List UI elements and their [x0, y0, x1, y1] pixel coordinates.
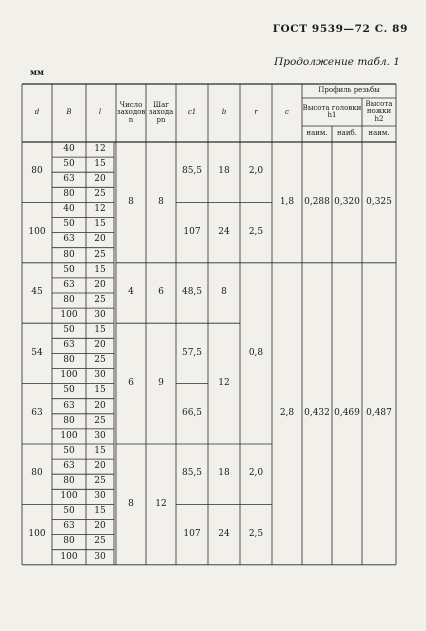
cell-l: 20: [94, 234, 106, 245]
cell-r: 2,0: [248, 166, 264, 177]
units-label: мм: [30, 67, 44, 77]
cell-d: 54: [31, 347, 43, 358]
cell-c1: 48,5: [181, 287, 203, 298]
cell-pn: 9: [158, 377, 164, 388]
cell-c1: 107: [183, 528, 201, 539]
cell-h1-max: 0,469: [334, 408, 360, 419]
header-thread-profile: Профиль резьбы: [318, 86, 380, 95]
cell-B: 50: [63, 445, 75, 456]
cell-c1: 85,5: [181, 468, 203, 479]
cell-h1-max: 0,320: [334, 196, 360, 207]
cell-l: 15: [94, 385, 106, 396]
cell-c: 2,8: [279, 408, 295, 419]
cell-n: 4: [128, 287, 134, 298]
header-B: B: [66, 108, 72, 117]
header-l: l: [98, 108, 102, 117]
cell-B: 63: [63, 340, 75, 351]
cell-B: 80: [63, 536, 75, 547]
cell-n: 6: [128, 377, 134, 388]
cell-B: 50: [63, 325, 75, 336]
cell-B: 63: [63, 279, 75, 290]
cell-b: 18: [218, 166, 230, 177]
cell-l: 25: [94, 249, 106, 260]
cell-d: 80: [31, 166, 43, 177]
cell-B: 100: [60, 491, 78, 502]
cell-B: 80: [63, 355, 75, 366]
cell-d: 45: [31, 287, 43, 298]
cell-d: 100: [28, 528, 46, 539]
cell-B: 40: [63, 204, 75, 215]
cell-B: 100: [60, 551, 78, 562]
cell-l: 25: [94, 415, 106, 426]
cell-l: 20: [94, 400, 106, 411]
cell-b: 8: [221, 287, 227, 298]
cell-l: 15: [94, 264, 106, 275]
cell-B: 50: [63, 158, 75, 169]
cell-l: 15: [94, 158, 106, 169]
cell-B: 100: [60, 309, 78, 320]
cell-B: 63: [63, 234, 75, 245]
cell-pn: 6: [158, 287, 164, 298]
cell-B: 40: [63, 143, 75, 154]
cell-l: 30: [94, 491, 106, 502]
header-d: d: [34, 108, 40, 117]
cell-B: 80: [63, 294, 75, 305]
cell-l: 15: [94, 219, 106, 230]
header-pn: Шаг захода pn: [148, 100, 174, 124]
cell-pn: 12: [155, 498, 167, 509]
cell-l: 20: [94, 521, 106, 532]
cell-l: 25: [94, 536, 106, 547]
header-h1-min: наим.: [306, 129, 328, 138]
page-header-title: ГОСТ 9539—72 С. 89: [272, 23, 408, 35]
cell-r: 2,0: [248, 468, 264, 479]
cell-l: 15: [94, 506, 106, 517]
cell-c1: 57,5: [181, 347, 203, 358]
cell-l: 25: [94, 294, 106, 305]
header-b: b: [221, 108, 227, 117]
header-h1: Высота головки h1: [302, 103, 362, 119]
cell-l: 30: [94, 551, 106, 562]
cell-B: 63: [63, 174, 75, 185]
cell-B: 63: [63, 400, 75, 411]
cell-B: 50: [63, 219, 75, 230]
cell-B: 63: [63, 521, 75, 532]
cell-h1-min: 0,288: [304, 196, 330, 207]
cell-h2-min: 0,487: [366, 408, 392, 419]
cell-l: 20: [94, 174, 106, 185]
cell-l: 12: [94, 204, 106, 215]
header-c1: c1: [187, 108, 197, 117]
cell-d: 80: [31, 468, 43, 479]
cell-n: 8: [128, 196, 134, 207]
cell-l: 30: [94, 309, 106, 320]
cell-c: 1,8: [279, 196, 295, 207]
cell-h1-min: 0,432: [304, 408, 330, 419]
header-h1-max: наиб.: [337, 129, 357, 138]
cell-B: 100: [60, 370, 78, 381]
cell-d: 63: [31, 408, 43, 419]
cell-r: 2,5: [248, 226, 264, 237]
cell-l: 30: [94, 430, 106, 441]
cell-B: 50: [63, 385, 75, 396]
header-r: r: [254, 108, 258, 117]
cell-l: 25: [94, 476, 106, 487]
cell-B: 50: [63, 264, 75, 275]
cell-c1: 85,5: [181, 166, 203, 177]
header-h2: Высота ножки h2: [365, 99, 393, 123]
cell-r: 0,8: [248, 347, 264, 358]
cell-B: 80: [63, 415, 75, 426]
cell-l: 12: [94, 143, 106, 154]
cell-pn: 8: [158, 196, 164, 207]
cell-b: 24: [218, 226, 230, 237]
cell-b: 24: [218, 528, 230, 539]
cell-l: 20: [94, 340, 106, 351]
cell-h2-min: 0,325: [366, 196, 392, 207]
cell-r: 2,5: [248, 528, 264, 539]
cell-l: 15: [94, 445, 106, 456]
header-h2-min: наим.: [368, 129, 390, 138]
cell-l: 15: [94, 325, 106, 336]
cell-n: 8: [128, 498, 134, 509]
cell-c1: 66,5: [181, 408, 203, 419]
cell-B: 80: [63, 476, 75, 487]
cell-B: 63: [63, 460, 75, 471]
cell-l: 25: [94, 189, 106, 200]
table-continuation-caption: Продолжение табл. 1: [274, 56, 400, 68]
cell-B: 80: [63, 189, 75, 200]
cell-b: 18: [218, 468, 230, 479]
header-c: c: [285, 108, 289, 117]
cell-B: 50: [63, 506, 75, 517]
cell-b: 12: [218, 377, 230, 388]
cell-B: 80: [63, 249, 75, 260]
cell-B: 100: [60, 430, 78, 441]
cell-d: 100: [28, 226, 46, 237]
cell-l: 30: [94, 370, 106, 381]
cell-c1: 107: [183, 226, 201, 237]
cell-l: 20: [94, 279, 106, 290]
header-n: Число заходов n: [116, 100, 146, 124]
cell-l: 20: [94, 460, 106, 471]
cell-l: 25: [94, 355, 106, 366]
